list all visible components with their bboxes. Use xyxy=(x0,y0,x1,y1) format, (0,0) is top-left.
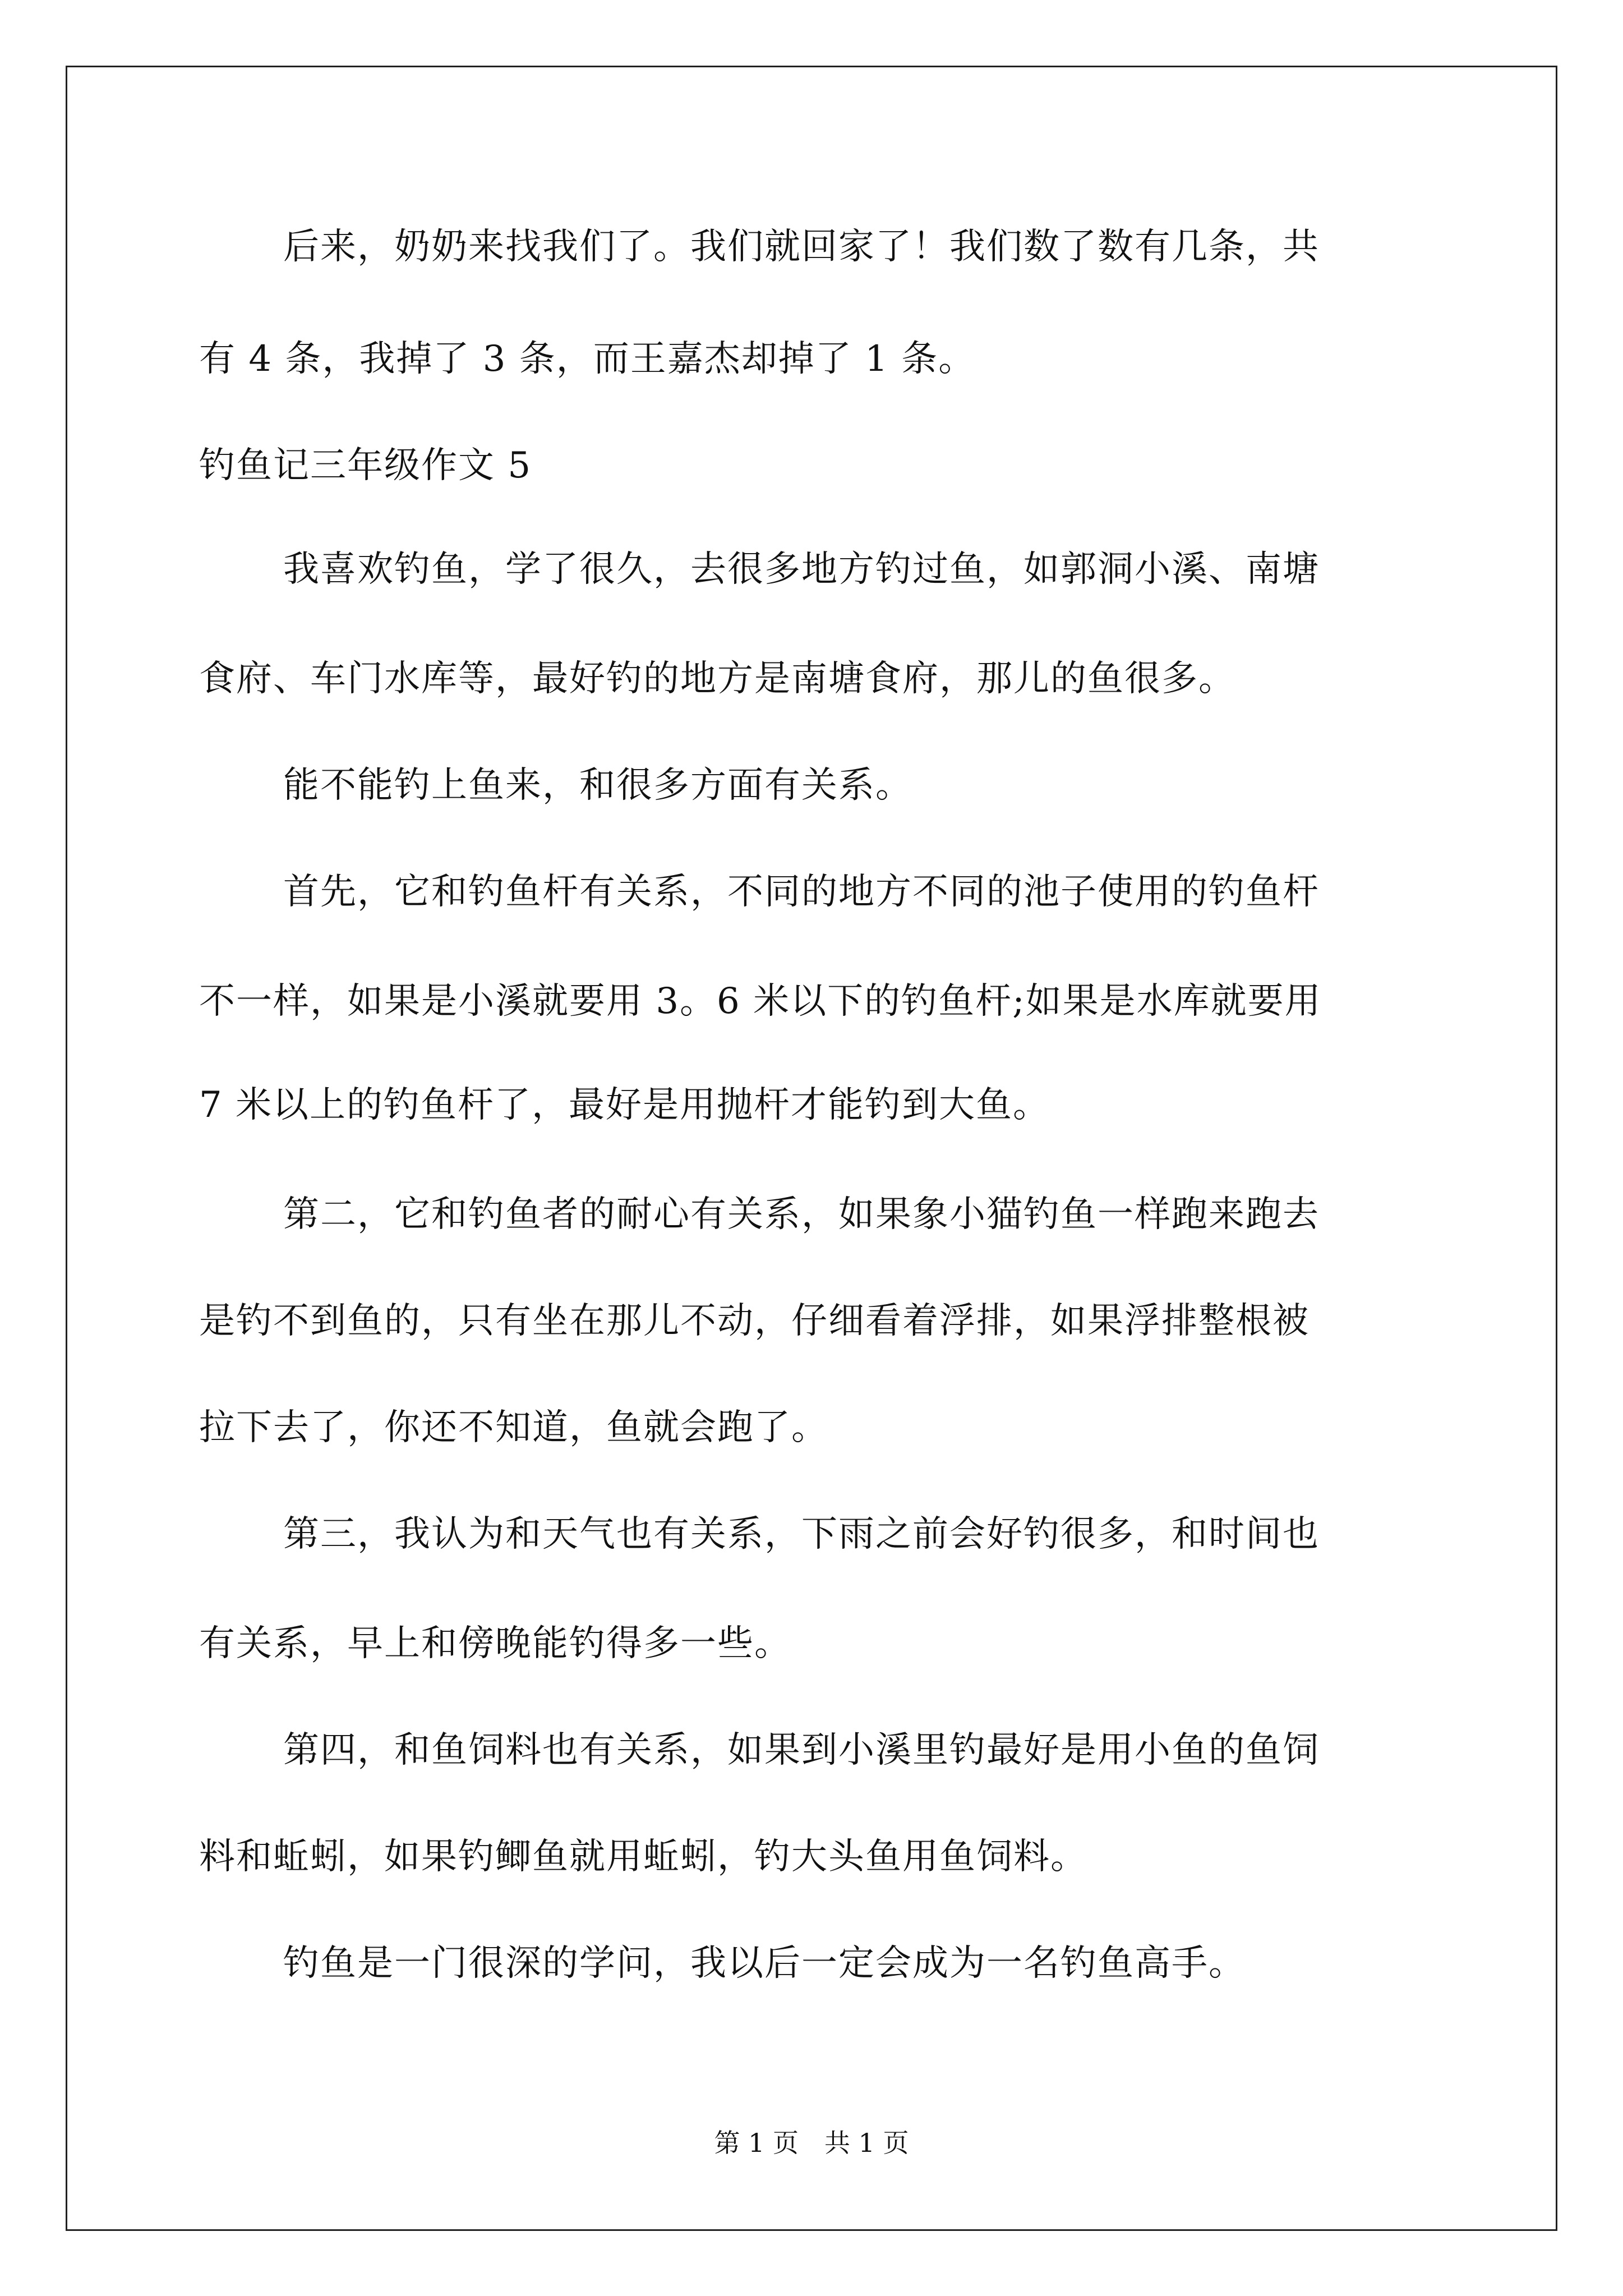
paragraph-line: 7 米以上的钓鱼杆了，最好是用抛杆才能钓到大鱼。 xyxy=(199,1084,1050,1126)
paragraph-line: 是钓不到鱼的，只有坐在那儿不动，仔细看着浮排，如果浮排整根被 xyxy=(199,1300,1310,1342)
paragraph-line: 能不能钓上鱼来，和很多方面有关系。 xyxy=(283,765,912,806)
paragraph-line: 第四，和鱼饲料也有关系，如果到小溪里钓最好是用小鱼的鱼饲 xyxy=(283,1729,1320,1771)
paragraph-line: 第二，它和钓鱼者的耐心有关系，如果象小猫钓鱼一样跑来跑去 xyxy=(283,1194,1320,1235)
paragraph-line: 有 4 条，我掉了 3 条，而王嘉杰却掉了 1 条。 xyxy=(199,338,976,380)
paragraph-line: 钓鱼是一门很深的学问，我以后一定会成为一名钓鱼高手。 xyxy=(283,1943,1246,1984)
paragraph-line: 食府、车门水库等，最好钓的地方是南塘食府，那儿的鱼很多。 xyxy=(199,658,1235,700)
paragraph-line: 我喜欢钓鱼，学了很久，去很多地方钓过鱼，如郭洞小溪、南塘 xyxy=(283,549,1320,590)
paragraph-line: 后来，奶奶来找我们了。我们就回家了！我们数了数有几条，共 xyxy=(283,226,1320,268)
paragraph-line: 第三，我认为和天气也有关系，下雨之前会好钓很多，和时间也 xyxy=(283,1513,1320,1555)
page-border xyxy=(66,66,1557,2231)
section-title: 钓鱼记三年级作文 5 xyxy=(199,445,532,486)
paragraph-line: 拉下去了，你还不知道，鱼就会跑了。 xyxy=(199,1407,828,1448)
paragraph-line: 料和蚯蚓，如果钓鲫鱼就用蚯蚓，钓大头鱼用鱼饲料。 xyxy=(199,1836,1087,1878)
page-number-footer: 第 1 页 共 1 页 xyxy=(714,2128,909,2158)
paragraph-line: 有关系，早上和傍晚能钓得多一些。 xyxy=(199,1623,791,1664)
paragraph-line: 不一样，如果是小溪就要用 3。6 米以下的钓鱼杆;如果是水库就要用 xyxy=(199,981,1322,1022)
paragraph-line: 首先，它和钓鱼杆有关系，不同的地方不同的池子使用的钓鱼杆 xyxy=(283,871,1320,913)
